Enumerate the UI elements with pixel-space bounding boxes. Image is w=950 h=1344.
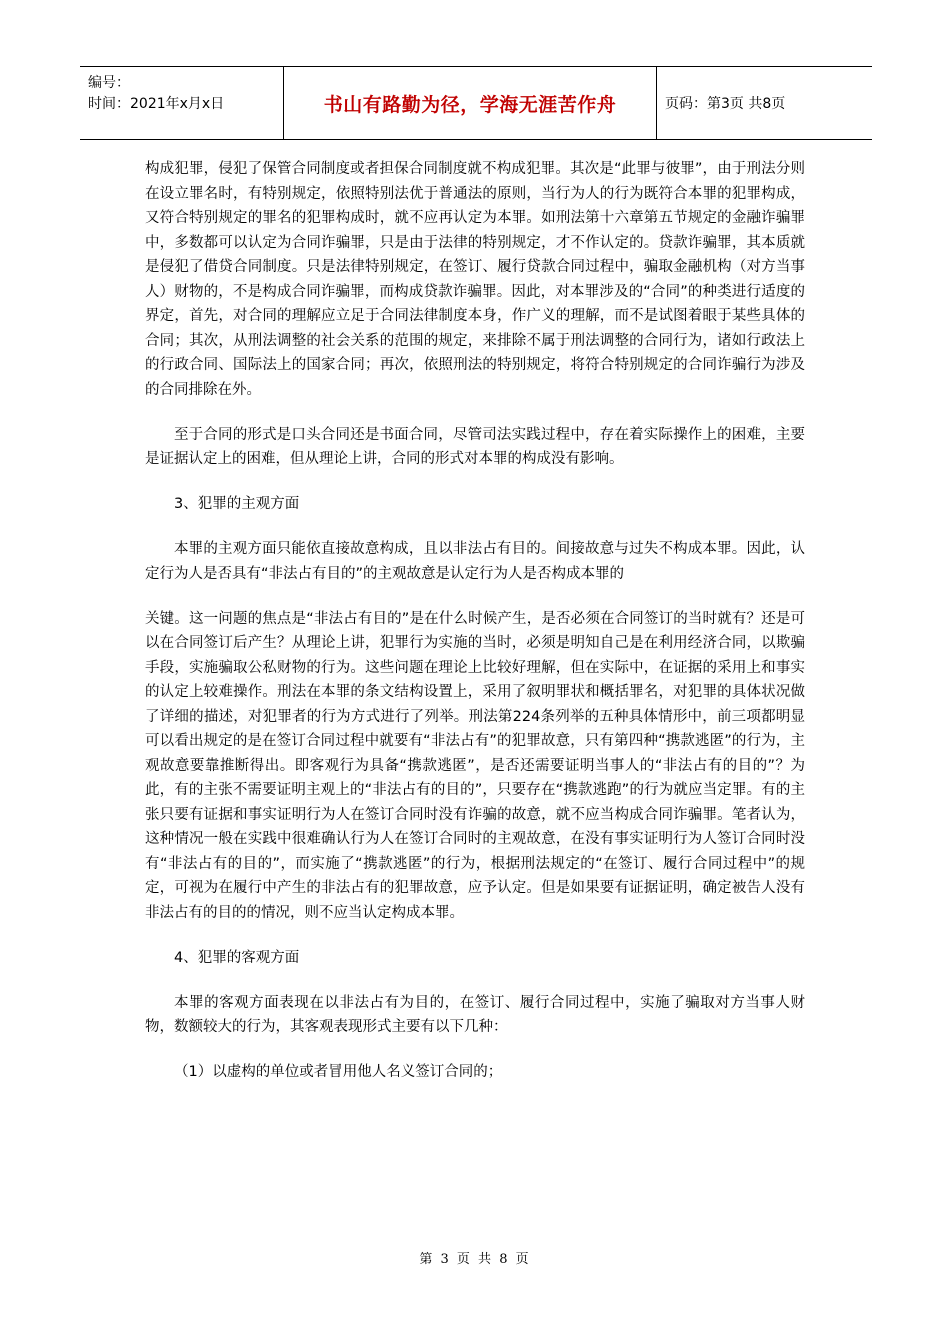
body-paragraph: 本罪的客观方面表现在以非法占有为目的，在签订、履行合同过程中，实施了骗取对方当事人财物，数额较大的行为，其客观表现形式主要有以下几种： (145, 994, 805, 1035)
header-motto-cell (283, 67, 657, 139)
list-item: （1）以虚构的单位或者冒用他人名义签订合同的； (174, 1064, 503, 1080)
header-page-cell (657, 67, 872, 139)
body-paragraph: 构成犯罪，侵犯了保管合同制度或者担保合同制度就不构成犯罪。其次是“此罪与彼罪”，由于刑法分则在设立罪名时，有特别规定，依照特别法优于普通法的原则，当行为人的行为既符合本罪的犯罪构成，又符合特别规定的罪名的犯罪构成时，就不应再认定为本罪。如刑法第十六章第五节规定的金融诈骗罪中，多数都可以认定为合同诈骗罪，只是由于法律的特别规定，才不作认定的。贷款诈骗罪，其本质就是侵犯了借贷合同制度。只是法律特别规定，在签订、履行贷款合同过程中，骗取金融机构（对方当事人）财物的，不是构成合同诈骗罪，而构成贷款诈骗罪。因此，对本罪涉及的“合同”的种类进行适度的界定，首先，对合同的理解应立足于合同法律制度本身，作广义的理解，而不是试图着眼于某些具体的合同；其次，从刑法调整的社会关系的范围的规定，来排除不属于刑法调整的合同行为，诸如行政法上的行政合同、国际法上的国家合同；再次，依照刑法的特别规定，将符合特别规定的合同诈骗行为涉及的合同排除在外。 (145, 161, 805, 398)
header-page-label: 页码：第3页 共8页 (665, 96, 786, 112)
section-heading: 3、犯罪的主观方面 (174, 496, 300, 512)
page-header (80, 66, 872, 140)
header-motto: 书山有路勤为径，学海无涯苦作舟 (323, 93, 617, 116)
section-heading: 4、犯罪的客观方面 (174, 949, 300, 966)
document-time-label: 时间：2021年x月x日 (88, 96, 225, 112)
body-paragraph: 本罪的主观方面只能依直接故意构成，且以非法占有目的。间接故意与过失不构成本罪。因此，认定行为人是否具有“非法占有目的”的主观故意是认定行为人是否构成本罪的 (145, 541, 805, 582)
body-paragraph: 关键。这一问题的焦点是“非法占有目的”是在什么时候产生，是否必须在合同签订的当时就有？还是可以在合同签订后产生？从理论上讲，犯罪行为实施的当时，必须是明知自己是在利用经济合同，以欺骗手段，实施骗取公私财物的行为。这些问题在理论上比较好理解，但在实际中，在证据的采用上和事实的认定上较难操作。刑法在本罪的条文结构设置上，采用了叙明罪状和概括罪名，对犯罪的具体状况做了详细的描述，对犯罪者的行为方式进行了列举。刑法第224条列举的五种具体情形中，前三项都明显可以看出规定的是在签订合同过程中就要有“非法占有”的犯罪故意，只有第四种“携款逃匿”的行为，主观故意要靠推断得出。即客观行为具备“携款逃匿”，是否还需要证明当事人的“非法占有的目的”？为此，有的主张不需要证明主观上的“非法占有的目的”，只要存在“携款逃跑”的行为就应当定罪。有的主张只要有证据和事实证明行为人在签订合同时没有诈骗的故意，就不应当构成合同诈骗罪。笔者认为，这种情况一般在实践中很难确认行为人在签订合同时的主观故意，在没有事实证明行为人签订合同时没有“非法占有的目的”，而实施了“携款逃匿”的行为，根据刑法规定的“在签订、履行合同过程中”的规定，可视为在履行中产生的非法占有的犯罪故意，应予认定。但是如果要有证据证明，确定被告人没有非法占有的目的的情况，则不应当认定构成本罪。 (145, 610, 805, 921)
document-body (145, 157, 805, 1085)
page-footer: 第 3 页 共 8 页 (419, 1252, 531, 1267)
body-paragraph: 至于合同的形式是口头合同还是书面合同，尽管司法实践过程中，存在着实际操作上的困难，主要是证据认定上的困难，但从理论上讲，合同的形式对本罪的构成没有影响。 (145, 426, 805, 467)
document-number-label: 编号： (88, 75, 130, 91)
header-meta (80, 67, 283, 139)
